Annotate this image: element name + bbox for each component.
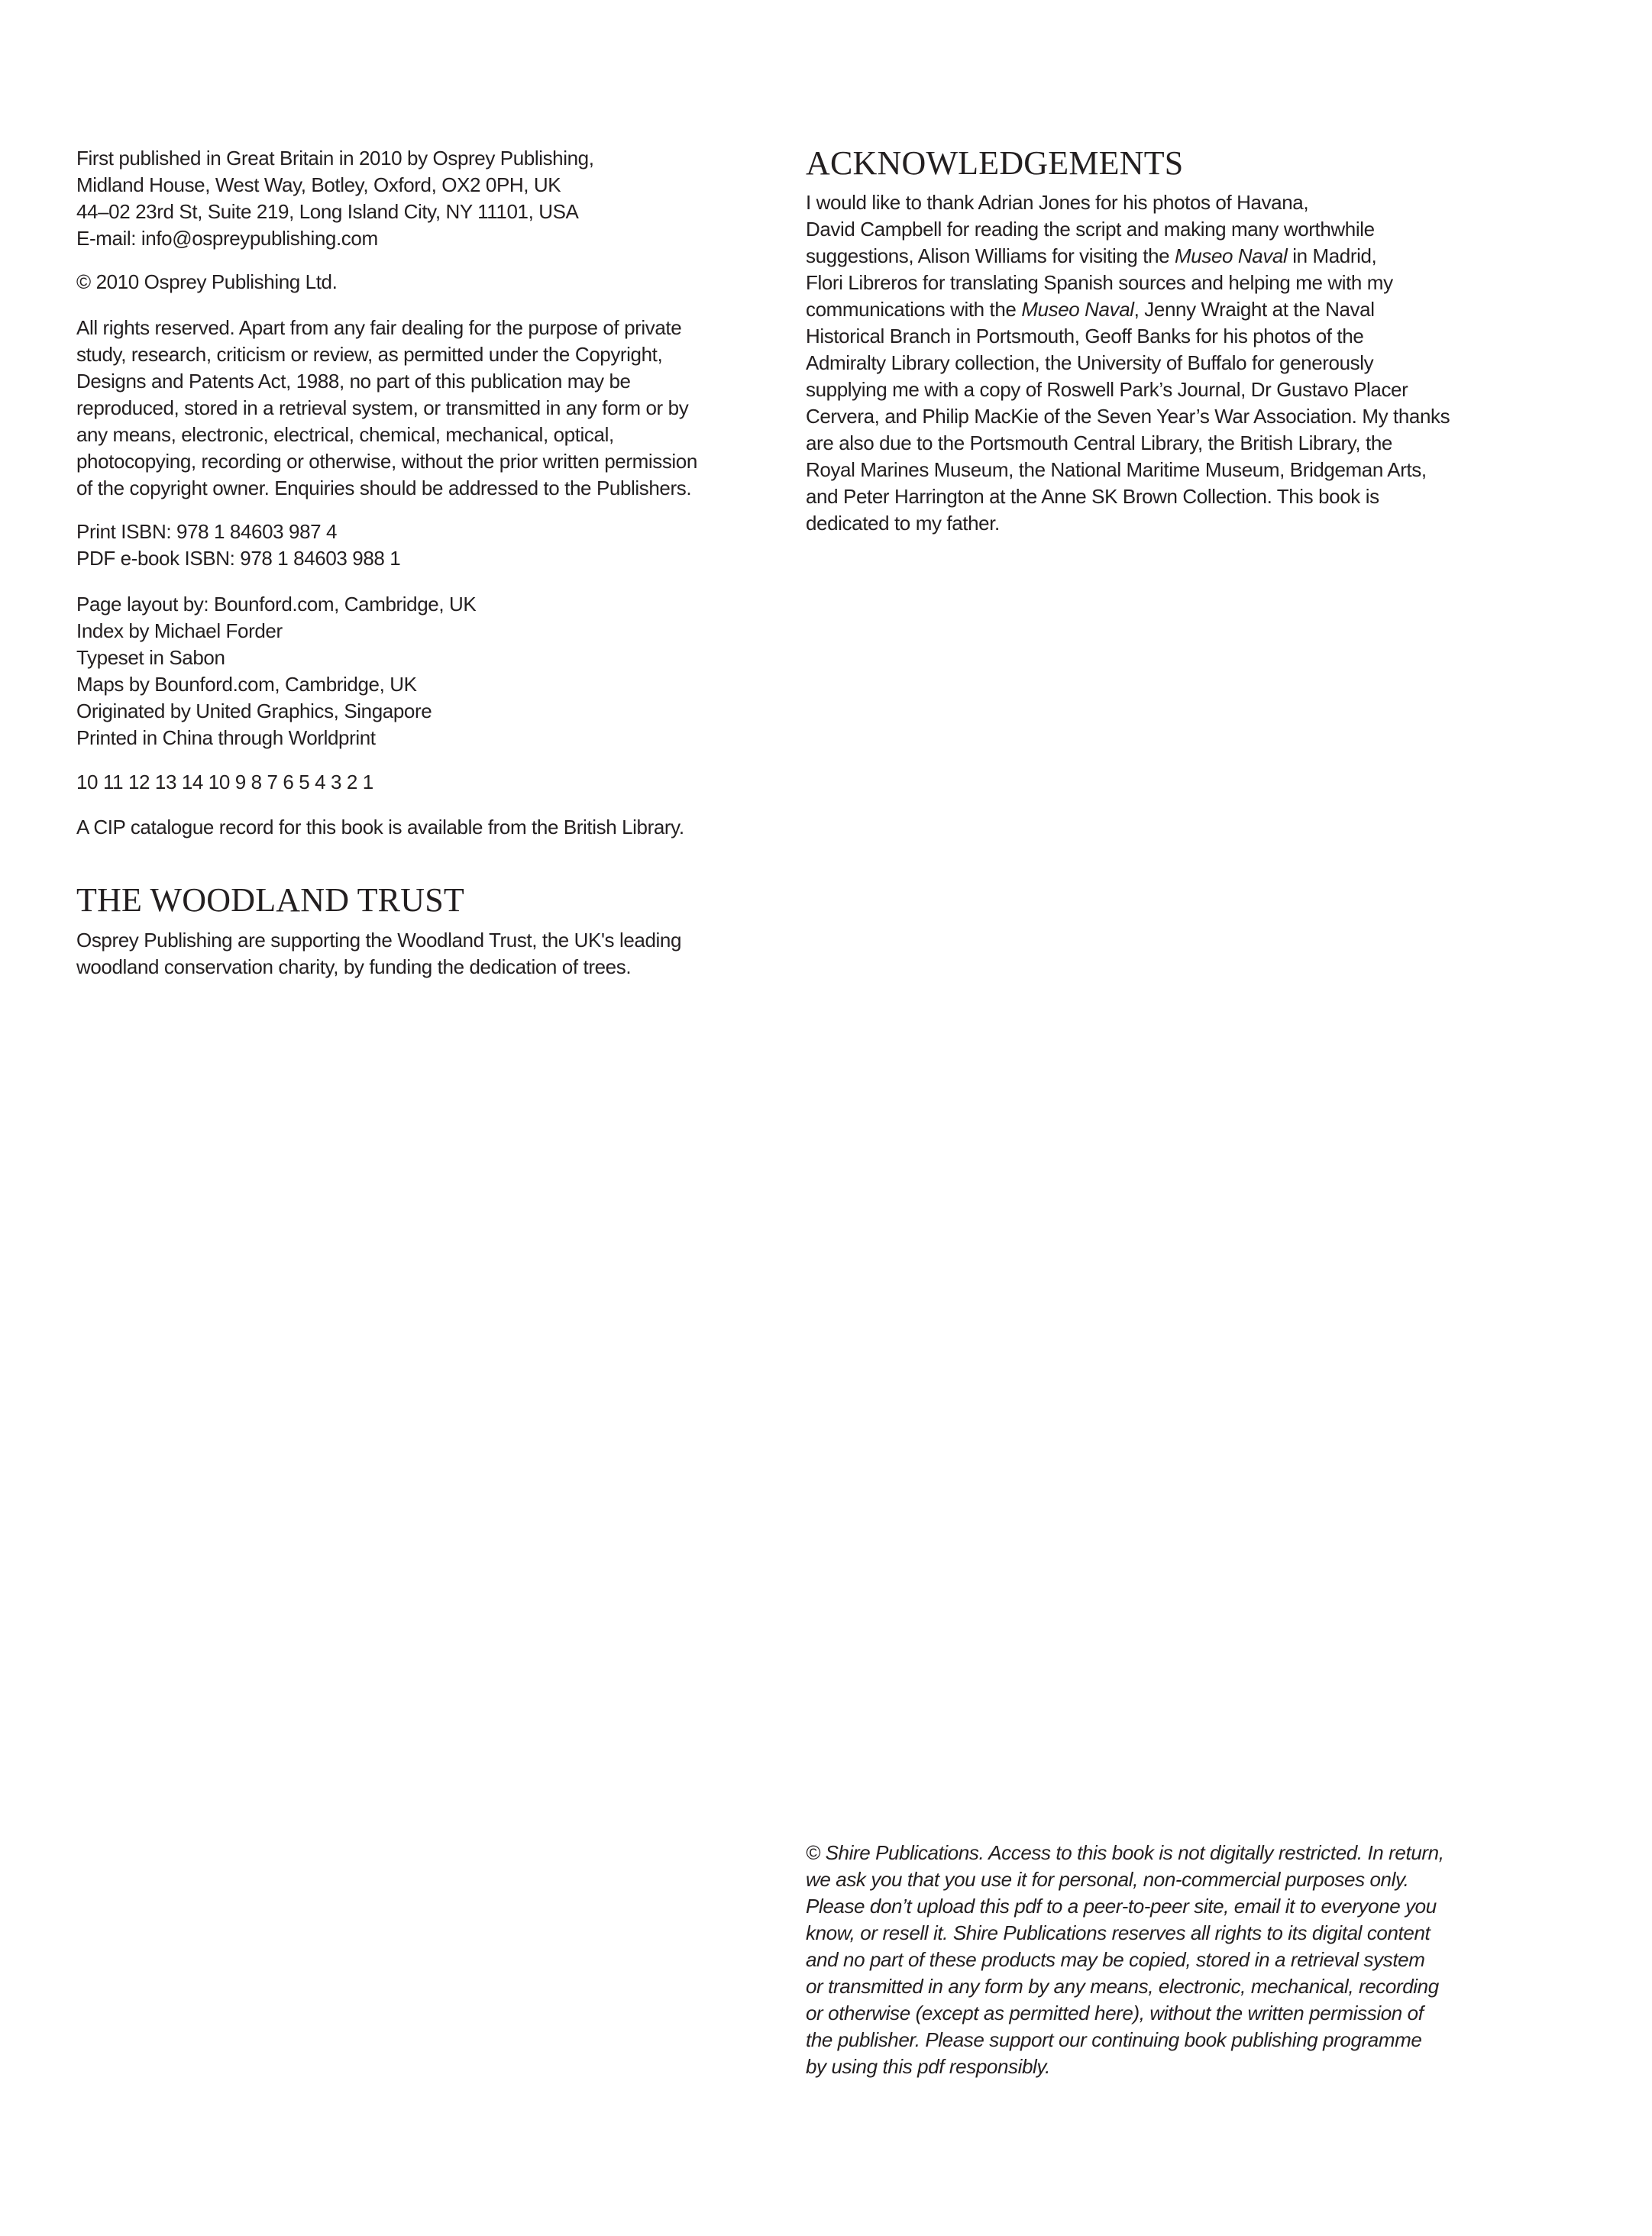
rights-statement	[76, 315, 697, 502]
copyright-text: © 2010 Osprey Publishing Ltd.	[76, 270, 338, 293]
text-line: any means, electronic, electrical, chemical, mechanical, optical,	[76, 423, 614, 446]
text-line: we ask you that you use it for personal, non-commercial purposes only.	[806, 1868, 1409, 1891]
text-line: Originated by United Graphics, Singapore	[76, 700, 432, 722]
text-segment: I would like to thank Adrian Jones for his photos of Havana,	[806, 191, 1309, 214]
text-line	[806, 216, 1450, 243]
text-line: Please don’t upload this pdf to a peer-to-peer site, email it to everyone you	[806, 1895, 1437, 1918]
text-segment: are also due to the Portsmouth Central Library, the British Library, the	[806, 431, 1392, 454]
text-segment: Royal Marines Museum, the National Maritime Museum, Bridgeman Arts,	[806, 458, 1427, 481]
text-segment: in Madrid,	[1287, 244, 1377, 267]
copyright-line	[76, 269, 337, 296]
text-line: photocopying, recording or otherwise, without the prior written permission	[76, 450, 697, 473]
text-segment: Historical Branch in Portsmouth, Geoff Banks for his photos of the	[806, 325, 1364, 347]
text-line	[806, 270, 1450, 296]
text-segment: suggestions, Alison Williams for visiting the	[806, 244, 1175, 267]
text-line	[806, 189, 1450, 216]
text-line: Designs and Patents Act, 1988, no part of this publication may be	[76, 370, 631, 393]
text-segment: David Campbell for reading the script and making many worthwhile	[806, 218, 1375, 241]
text-line: Index by Michael Forder	[76, 619, 283, 642]
publisher-address	[76, 145, 594, 252]
print-numbers	[76, 769, 373, 796]
text-line: E-mail: info@ospreypublishing.com	[76, 227, 378, 250]
text-line: Osprey Publishing are supporting the Woodland Trust, the UK's leading	[76, 929, 682, 952]
text-line: Page layout by: Bounford.com, Cambridge, UK	[76, 593, 477, 616]
text-line: or otherwise (except as permitted here), without the written permission of	[806, 2002, 1424, 2024]
text-line: or transmitted in any form by any means, electronic, mechanical, recording	[806, 1975, 1439, 1998]
italic-title: Museo Naval	[1021, 298, 1134, 321]
text-segment: and Peter Harrington at the Anne SK Brown Collection. This book is	[806, 485, 1379, 508]
text-segment: communications with the	[806, 298, 1022, 321]
text-line: woodland conservation charity, by funding the dedication of trees.	[76, 955, 632, 978]
text-line: reproduced, stored in a retrieval system, or transmitted in any form or by	[76, 396, 689, 419]
text-line: of the copyright owner. Enquiries should be addressed to the Publishers.	[76, 477, 692, 499]
credits-block	[76, 591, 476, 751]
print-numbers-text: 10 11 12 13 14 10 9 8 7 6 5 4 3 2 1	[76, 771, 373, 793]
text-line: First published in Great Britain in 2010 by Osprey Publishing,	[76, 147, 594, 170]
text-line	[806, 323, 1450, 350]
cip-text: A CIP catalogue record for this book is available from the British Library.	[76, 816, 684, 838]
text-line: study, research, criticism or review, as permitted under the Copyright,	[76, 343, 663, 366]
cip-statement	[76, 814, 684, 841]
text-line	[806, 457, 1450, 483]
text-line	[806, 350, 1450, 376]
text-line: Midland House, West Way, Botley, Oxford, OX2 0PH, UK	[76, 173, 561, 196]
text-line	[806, 403, 1450, 430]
text-line: 44–02 23rd St, Suite 219, Long Island City, NY 11101, USA	[76, 200, 579, 223]
text-line: know, or resell it. Shire Publications reserves all rights to its digital content	[806, 1921, 1431, 1944]
text-segment: supplying me with a copy of Roswell Park’s Journal, Dr Gustavo Placer	[806, 378, 1408, 401]
text-line	[806, 483, 1450, 510]
text-line: Maps by Bounford.com, Cambridge, UK	[76, 673, 417, 696]
text-segment: , Jenny Wraight at the Naval	[1133, 298, 1375, 321]
text-segment: dedicated to my father.	[806, 512, 1000, 535]
text-line: Typeset in Sabon	[76, 646, 225, 669]
text-line: and no part of these products may be copied, stored in a retrieval system	[806, 1948, 1425, 1971]
shire-notice	[806, 1840, 1444, 2080]
text-line	[806, 510, 1450, 537]
woodland-text	[76, 927, 681, 981]
text-line: the publisher. Please support our continuing book publishing programme	[806, 2028, 1422, 2051]
acknowledgements-heading: ACKNOWLEDGEMENTS	[806, 144, 1184, 182]
text-line	[806, 376, 1450, 403]
text-line	[806, 243, 1450, 270]
text-line	[806, 430, 1450, 457]
isbn-block	[76, 519, 400, 572]
text-segment: Cervera, and Philip MacKie of the Seven Year’s War Association. My thanks	[806, 405, 1450, 428]
text-line	[806, 296, 1450, 323]
woodland-heading: THE WOODLAND TRUST	[76, 881, 464, 919]
italic-title: Museo Naval	[1175, 244, 1288, 267]
text-segment: Admiralty Library collection, the University of Buffalo for generously	[806, 351, 1374, 374]
text-segment: Flori Libreros for translating Spanish sources and helping me with my	[806, 271, 1393, 294]
text-line: Printed in China through Worldprint	[76, 726, 376, 749]
acknowledgements-text	[806, 189, 1450, 537]
text-line: by using this pdf responsibly.	[806, 2055, 1050, 2078]
text-line: © Shire Publications. Access to this book is not digitally restricted. In return,	[806, 1841, 1444, 1864]
text-line: Print ISBN: 978 1 84603 987 4	[76, 520, 338, 543]
text-line: All rights reserved. Apart from any fair dealing for the purpose of private	[76, 316, 682, 339]
text-line: PDF e-book ISBN: 978 1 84603 988 1	[76, 547, 401, 570]
